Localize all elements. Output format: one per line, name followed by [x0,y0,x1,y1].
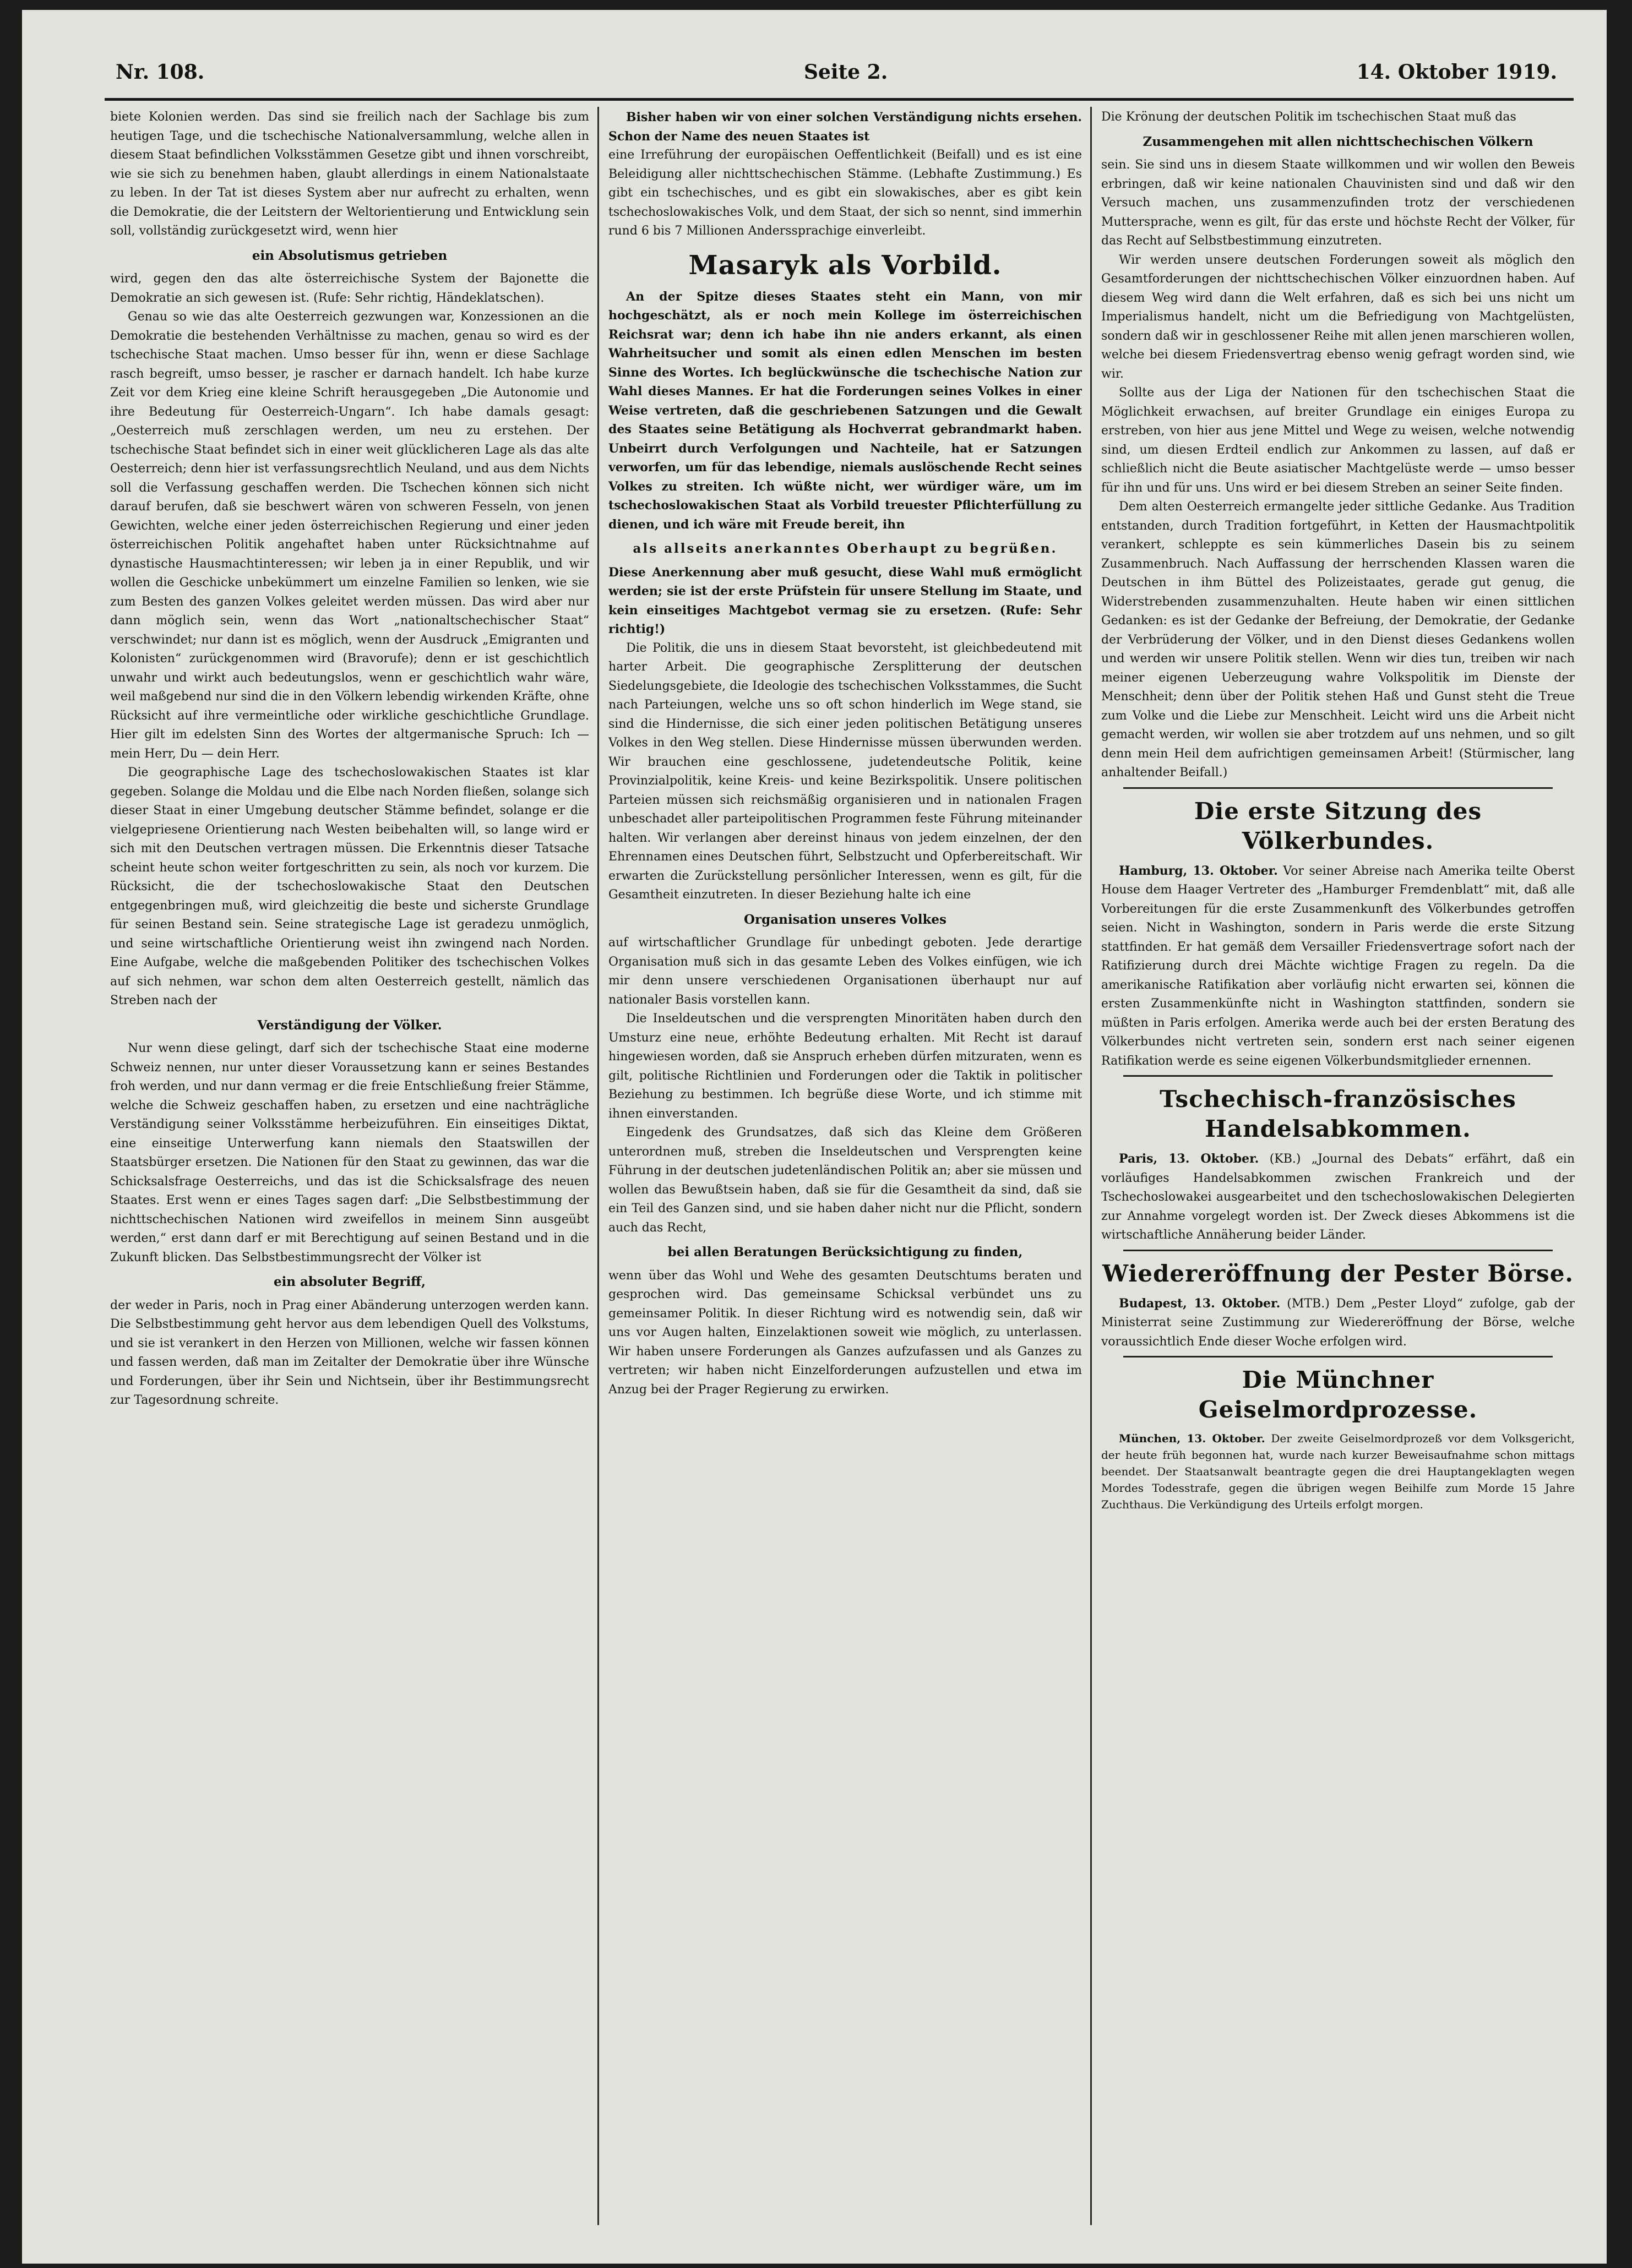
news-item [1101,1430,1575,1513]
dateline: Budapest, 13. Oktober. [1119,1296,1281,1311]
subheading: bei allen Beratungen Berücksichtigung zu finden, [667,1245,1023,1260]
article-paragraph: An der Spitze dieses Staates steht ein Mann, von mir hochgeschätzt, als er noch mein Kollege im österreichischen Reichsrat war; denn ich habe ihn nie anders erkannt, als einen Wahrheitsucher und somit als einen edlen Menschen im besten Sinne des Wortes. Ich beglückwünsche die tschechische Nation zur Wahl dieses Mannes. Er hat die Forderungen seines Volkes in einer Weise vertreten, daß die geschriebenen Satzungen und die Gewalt des Staates seine Betätigung als Hochverrat gebrandmarkt haben. Unbeirrt durch Verfolgungen und Nachteile, hat er Satzungen verworfen, um für das lebendige, niemals auslöschende Recht seines Volkes zu streiten. Ich wüßte nicht, wer würdiger wäre, um im tschechoslowakischen Staat als Vorbild treuester Pflichterfüllung zu dienen, und ich wäre mit Freude bereit, ihn [608,289,1082,532]
article-paragraph: Dem alten Oesterreich ermangelte jeder sittliche Gedanke. Aus Tradition entstanden, durch Tradition fortgeführt, in Ketten der Hausmachtpolitik verankert, schleppte es sein kümmerliches Dasein bis zu seinem Zusammenbruch. Nach Auffassung der herrschenden Klassen waren die Deutschen in ihm Büttel des Polizeistaates, gerade gut genug, die Widerstrebenden zusammenzuhalten. Heute haben wir einen sittlichen Gedanken: es ist der Gedanke der Befreiung, der Demokratie, der Gedanke der Verbrüderung der Völker, und in den Dienst dieses Gedankens wollen und werden wir unsere Politik stellen. Wenn wir dies tun, treiben wir nach meiner eigenen Ueberzeugung wahre Volkspolitik im Dienste der Menschheit; denn über der Politik stehen Haß und Gunst steht die Treue zum Volke und die Liebe zur Menschheit. Leicht wird uns die Arbeit nicht gemacht werden, wir wollen sie aber trotzdem auf uns nehmen, und so gilt denn mein Heil dem aufrichtigen gemeinsamen Arbeit! (Stürmischer, lang anhaltender Beifall.) [1101,500,1575,779]
article-paragraph: sein. Sie sind uns in diesem Staate willkommen und wir wollen den Beweis erbringen, daß wir keine nationalen Chauvinisten sind und daß wir den Versuch machen, uns zusammenzufinden trotz der verschiedenen Muttersprache, wenn es gilt, für das erste und höchste Recht der Völker, für das Recht auf Selbstbestimmung einzutreten. [1101,158,1575,248]
subheading: Zusammengehen mit allen nichttschechischen Völkern [1143,134,1533,149]
article-paragraph: Sollte aus der Liga der Nationen für den tschechischen Staat die Möglichkeit erwachsen, auf breiter Grundlage ein einiges Europa zu erstreben, von hier aus jene Mittel und Wege zu weisen, welche notwendig sind, um diesen Erdteil endlich zur Ankommen zu lassen, auf daß er schließlich nicht die Beute asiatischer Machtgelüste werde — umso besser für ihn und für uns. Uns wird er bei diesem Streben an seiner Seite finden. [1101,386,1575,495]
article-paragraph: Wir werden unsere deutschen Forderungen soweit als möglich den Gesamtforderungen der nichttschechischen Völker einzuordnen haben. Auf diesem Weg wird dann die Welt erfahren, daß es sich bei uns nicht um Imperialismus handelt, nicht um die Befriedigung von Machtgelüsten, sondern daß wir in geschlossener Reihe mit allen jenen marschieren wollen, welche bei diesem Friedensvertrag ebenso wenig gefragt worden sind, wie wir. [1101,253,1575,381]
running-head [116,61,1557,99]
article-paragraph: Die Krönung der deutschen Politik im tschechischen Staat muß das [1101,110,1516,124]
issue-number: Nr. 108. [116,61,205,84]
dateline: Paris, 13. Oktober. [1119,1152,1259,1166]
article-paragraph: Die Politik, die uns in diesem Staat bevorsteht, ist gleichbedeutend mit harter Arbeit. Die geographische Zersplitterung der deutschen Siedelungsgebiete, die Ideologie des tschechischen Volksstammes, die Sucht nach Parteiungen, welche uns so oft schon hinderlich im Wege stand, sie sind die Hindernisse, die sich einer jeden politischen Betätigung unseres Volkes in den Weg stellen. Diese Hindernisse müssen überwunden werden. Wir brauchen eine geschlossene, judetendeutsche Politik, keine Provinzialpolitik, keine Kreis- und keine Bezirkspolitik. Unsere politischen Parteien müssen sich reichsmäßig organisieren und in nationalen Fragen unbeschadet aller parteipolitischen Programmen feste Führung miteinander halten. Wir verlangen aber dereinst hinaus von jedem einzelnen, der den Ehrennamen eines Deutschen führt, Selbstzucht und Opferbereitschaft. Wir erwarten die Zurückstellung persönlicher Interessen, wenn es gilt, für die Gesamtheit einzutreten. In dieser Beziehung halte ich eine [608,641,1082,902]
headline-pester-boerse: Wiedereröffnung der Pester Börse. [1102,1260,1574,1287]
news-item [1101,1294,1575,1352]
section-divider [1123,1250,1553,1251]
headline-voelkerbund: Die erste Sitzung des Völkerbundes. [1194,797,1482,854]
header-rule [105,98,1574,101]
newspaper-page [22,10,1607,2264]
news-text: Der zweite Geiselmordprozeß vor dem Volksgericht, der heute früh begonnen hat, wurde nach kurzer Beweisaufnahme schon mittags beendet. Der Staatsanwalt beantragte gegen die drei Hauptangeklagten wegen Mordes Todesstrafe, gegen die übrigen wegen Beihilfe zum Morde 15 Jahre Zuchthaus. Die Verkündigung des Urteils erfolgt morgen. [1101,1432,1575,1511]
column-rule-2 [1090,107,1092,2225]
section-divider [1123,1356,1553,1357]
article-paragraph: wenn über das Wohl und Wehe des gesamten Deutschtums beraten und gesprochen wird. Das gemeinsame Schicksal verbündet uns zu gemeinsamer Politik. In dieser Richtung wird es notwendig sein, daß wir uns vor Augen halten, Einzelaktionen soweit wie möglich, zu unterlassen. Wir haben unsere Forderungen als Ganzes aufzufassen und als Ganzes zu vertreten; wir haben nicht Einzelforderungen aufzustellen und etwa im Anzug bei der Prager Regierung zu erwirken. [608,1268,1082,1397]
article-paragraph: Bisher haben wir von einer solchen Verständigung nichts ersehen. Schon der Name des neuen Staates ist [608,110,1082,144]
news-item [1101,1149,1575,1245]
news-text: (MTB.) Dem „Pester Lloyd“ zufolge, gab der Ministerrat seine Zustimmung zur Wiedereröffnung der Börse, welche voraussichtlich Ende dieser Woche erfolgen wird. [1101,1296,1575,1349]
news-text: Vor seiner Abreise nach Amerika teilte Oberst House dem Haager Vertreter des „Hamburger Fremdenblatt“ mit, daß alle Vorbereitungen für die erste Zusammenkunft des Völkerbundes getroffen seien. Nicht in Washington, sondern in Paris werde die erste Sitzung stattfinden. Er hat gemäß dem Versailler Friedensvertrage sofort nach der Ratifizierung durch drei Mächte wichtige Fragen zu regeln. Da die amerikanische Ratifikation aber vorläufig nicht erwarten sei, können die ersten Zusammenkünfte nicht in Washington stattfinden, sondern sie müßten in Paris erfolgen. Amerika werde auch bei der ersten Beratung des Völkerbundes nicht vertreten sein, sondern erst nach seiner eigenen Ratifikation werde es seine eigenen Völkerbundsmitglieder ernennen. [1101,864,1575,1068]
issue-date: 14. Oktober 1919. [1356,61,1557,84]
dateline: München, 13. Oktober. [1119,1432,1265,1445]
article-paragraph: wird, gegen den das alte österreichische System der Bajonette die Demokratie an sich gewesen ist. (Rufe: Sehr richtig, Händeklatschen). [110,272,589,305]
article-paragraph: eine Irreführung der europäischen Oeffentlichkeit (Beifall) und es ist eine Beleidigung aller nichttschechischen Stämme. (Lebhafte Zustimmung.) Es gibt ein tschechisches, und es gibt ein slowakisches, aber es gibt kein tschechoslowakisches Volk, und dem Staat, der sich so nennt, sind immerhin rund 6 bis 7 Millionen Anderssprachige einverleibt. [608,148,1082,238]
subheading: Verständigung der Völker. [257,1017,442,1033]
article-paragraph: Diese Anerkennung aber muß gesucht, diese Wahl muß ermöglicht werden; sie ist der erste Prüfstein für unsere Stellung im Staate, und kein einseitiges Machtgebot vermag sie zu ersetzen. (Rufe: Sehr richtig!) [608,565,1082,636]
article-paragraph: Die Inseldeutschen und die versprengten Minoritäten haben durch den Umsturz eine neue, erhöhte Bedeutung erhalten. Mit Recht ist darauf hingewiesen worden, daß sie Anspruch erheben dürfen mitzuraten, wenn es gilt, politische Richtlinien und Forderungen oder die Taktik in politischer Beziehung zu bestimmen. Ich begrüße diese Worte, und ich stimme mit ihnen einverstanden. [608,1012,1082,1121]
news-item [1101,862,1575,1071]
article-paragraph: biete Kolonien werden. Das sind sie freilich nach der Sachlage bis zum heutigen Tage, und die tschechische Nationalversammlung, welche allen in diesem Staat befindlichen Volksstämmen Gesetze gibt und ihnen vorschreibt, wie sie sich zu benehmen haben, glaubt allerdings in einem Nationalstaate zu leben. In der Tat ist dieses System aber nur aufrecht zu erhalten, wenn die Demokratie, die der Leitstern der Weltorientierung und Entwicklung sein soll, vollständig zurückgesetzt wird, wenn hier [110,110,589,238]
column-2 [608,108,1082,2231]
column-1 [110,108,589,2231]
article-paragraph: Genau so wie das alte Oesterreich gezwungen war, Konzessionen an die Demokratie die bestehenden Verhältnisse zu machen, genau so wird es der tschechische Staat machen. Umso besser für ihn, wenn er diese Sachlage rasch begreift, umso besser, je rascher er darnach handelt. Ich habe kurze Zeit vor dem Krieg eine kleine Schrift herausgegeben „Die Autonomie und ihre Bedeutung für Oesterreich-Ungarn“. Ich habe damals gesagt: „Oesterreich muß zerschlagen werden, um neu zu erstehen. Der tschechische Staat befindet sich in einer weit glücklicheren Lage als das alte Oesterreich; denn hier ist verfassungsrechtlich Neuland, und aus dem Nichts soll die Verfassung geschaffen werden. Die Tschechen können sich nicht darauf berufen, daß sie beschwert wären von schweren Fesseln, von jenen Gewichten, welche einer jeden österreichischen Regierung und einer jeden österreichischen Politik angehaftet haben unter Rücksichtnahme auf dynastische Hausmachtinteressen; wir leben ja in einer Republik, und wir wollen die Geschicke unbekümmert um einzelne Familien so lenken, wie sie zum Besten des ganzen Volkes geleitet werden müssen. Das wird aber nur dann möglich sein, wenn das Wort „nationaltschechischer Staat“ verschwindet; nur dann ist es möglich, wenn der Ausdruck „Emigranten und Kolonisten“ zurückgenommen wird (Bravorufe); denn er ist geschichtlich unwahr und wirkt auch bedeutungslos, wenn er geschichtlich wahr wäre, weil maßgebend nur sind die in den Völkern lebendig wirkenden Kräfte, ohne Rücksicht auf ihre vermeintliche oder wirkliche geschichtliche Grundlage. Hier gilt im edelsten Sinn des Wortes der altgermanische Spruch: Ich — mein Herr, Du — dein Herr. [110,310,589,761]
subheading: ein absoluter Begriff, [273,1274,426,1289]
subheading: ein Absolutismus getrieben [252,248,448,263]
subheading: Organisation unseres Volkes [744,912,946,927]
section-divider [1123,787,1553,789]
section-divider [1123,1075,1553,1077]
article-paragraph: der weder in Paris, noch in Prag einer Abänderung unterzogen werden kann. Die Selbstbestimmung geht hervor aus dem lebendigen Quell des Volkstums, und sie ist verankert in den Herzen von Millionen, welche wir fassen können und fassen werden, daß man im Zeitalter der Demokratie über ihre Wünsche und Forderungen, über ihr Sein und Nichtsein, über ihr Bestimmungsrecht zur Tagesordnung schreite. [110,1298,589,1407]
article-paragraph: Die geographische Lage des tschechoslowakischen Staates ist klar gegeben. Solange die Moldau und die Elbe nach Norden fließen, solange sich dieser Staat in einer Umgebung deutscher Stämme befindet, solange er die vielgepriesene Orientierung nach Westen beibehalten will, so lange wird er sich mit den Deutschen vertragen müssen. Die Erkenntnis dieser Tatsache scheint heute schon weiter fortgeschritten zu sein, als noch vor kurzem. Die Rücksicht, die der tschechoslowakische Staat den Deutschen entgegenbringen muß, wird gleichzeitig die beste und sicherste Grundlage für seinen Bestand sein. Seine strategische Lage ist geradezu unmöglich, und seine wirtschaftliche Orientierung weist ihn zwingend nach Norden. Eine Aufgabe, welche die maßgebenden Politiker des tschechischen Volkes auf sich nehmen, war schon dem alten Oesterreich gestellt, nämlich das Streben nach der [110,766,589,1007]
news-text: (KB.) „Journal des Debats“ erfährt, daß ein vorläufiges Handelsabkommen zwischen Frankreich und der Tschechoslowakei ausgearbeitet und den tschechoslowakischen Delegierten zur Annahme vorgelegt worden ist. Der Zweck dieses Abkommens ist die wirtschaftliche Annäherung beider Länder. [1101,1152,1575,1242]
article-paragraph: Eingedenk des Grundsatzes, daß sich das Kleine dem Größeren unterordnen muß, streben die Inseldeutschen und Versprengten keine Führung in der deutschen judetenländischen Politik an; aber sie müssen und wollen das Bewußtsein haben, daß sie für die Gesamtheit da sind, daß sie ein Teil des Ganzen sind, und sie haben daher nicht nur die Pflicht, sondern auch das Recht, [608,1126,1082,1235]
headline-masaryk: Masaryk als Vorbild. [688,249,1002,281]
subheading: als allseits anerkanntes Oberhaupt zu begrüßen. [633,541,1058,556]
headline-geiselmordprozesse: Die Münchner Geiselmordprozesse. [1198,1366,1478,1423]
page-number: Seite 2. [804,61,888,84]
article-paragraph: Nur wenn diese gelingt, darf sich der tschechische Staat eine moderne Schweiz nennen, nur unter dieser Voraussetzung kann er seines Bestandes froh werden, und nur dann vermag er die freie Entschließung freier Stämme, welche die Schweiz geschaffen haben, zu ersetzen und eine nachträgliche Verständigung seiner Volksstämme herbeizuführen. Ein einseitiges Diktat, eine einseitige Unterwerfung kann niemals den Staatswillen der Staatsbürger ersetzen. Die Nationen für den Staat zu gewinnen, das war die Schicksalsfrage Oesterreichs, und das ist die Schicksalsfrage des neuen Staates. Erst wenn er eines Tages sagen darf: „Die Selbstbestimmung der nichttschechischen Nationen wird zweifellos in meinem Sinn ausgeübt werden,“ erst dann darf er mit Berechtigung auf seinen Bestand und in die Zukunft blicken. Das Selbstbestimmungsrecht der Völker ist [110,1042,589,1264]
column-3 [1101,108,1575,2231]
dateline: Hamburg, 13. Oktober. [1119,863,1278,878]
article-paragraph: auf wirtschaftlicher Grundlage für unbedingt geboten. Jede derartige Organisation muß sich in das gesamte Leben des Volkes einfügen, wie ich mir denn unsere verschiedenen Organisationen überhaupt nur auf nationaler Basis vorstellen kann. [608,936,1082,1007]
column-rule-1 [597,107,599,2225]
headline-handelsabkommen: Tschechisch-französisches Handelsabkommen. [1160,1086,1516,1142]
